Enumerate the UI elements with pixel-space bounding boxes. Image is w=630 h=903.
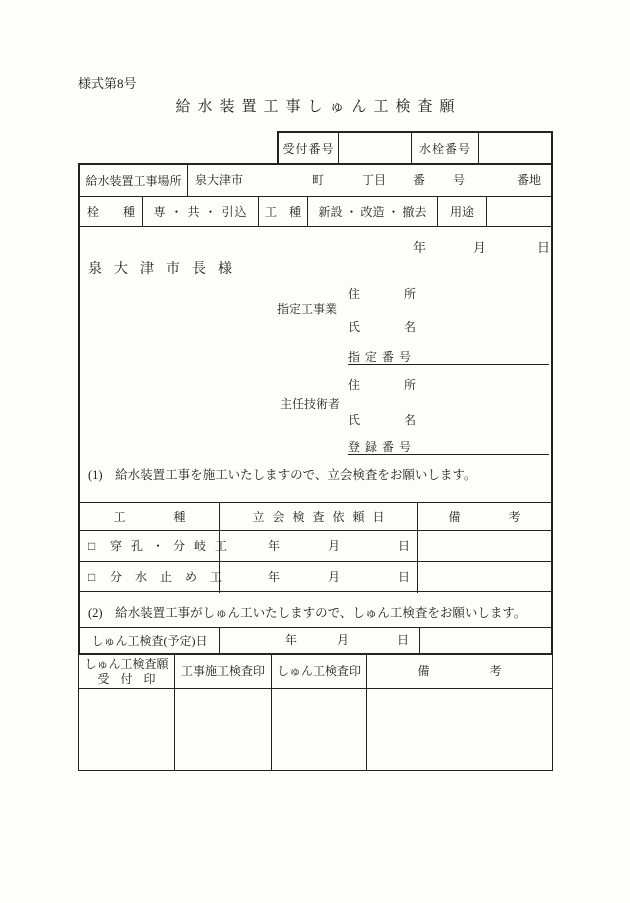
- reception-number-table: [277, 131, 553, 163]
- schedule-label: しゅん工検査(予定)日: [80, 628, 220, 653]
- completion-inspection-label: しゅん工検査印: [276, 664, 361, 678]
- schedule-date-cell[interactable]: [220, 628, 420, 653]
- site-row: [80, 165, 551, 197]
- work-cell: [80, 531, 231, 561]
- note-cell[interactable]: [418, 562, 551, 593]
- work-type-label: 工 種: [259, 197, 308, 226]
- day-label: 日: [397, 633, 410, 647]
- stamp-note-cell[interactable]: [367, 689, 552, 770]
- construction-inspection-stamp-cell[interactable]: [175, 689, 272, 770]
- day-label: 日: [398, 570, 411, 584]
- day-label: 日: [398, 539, 411, 553]
- letter-day-label[interactable]: 日: [537, 240, 551, 255]
- month-label: 月: [337, 633, 350, 647]
- year-label: 年: [268, 570, 281, 584]
- statement-1: (1) 給水装置工事を施工いたしますので、立会検査をお願いします。: [88, 468, 477, 482]
- month-label: 月: [328, 570, 341, 584]
- construction-inspection-label: 工事施工検査印: [180, 664, 265, 678]
- note-header: 備 考: [448, 510, 521, 524]
- designation-number-label: 指 定 番 号: [348, 350, 413, 364]
- stamp-body-row: [79, 689, 552, 770]
- tap-type-options[interactable]: 専 ・ 共 ・ 引込: [143, 197, 259, 226]
- work-type-header: 工 種: [80, 503, 220, 530]
- page-title: 給水装置工事しゅん工検査願: [175, 99, 462, 115]
- completion-request-line2: 受 付 印: [97, 671, 160, 686]
- table-header-row: [80, 503, 551, 531]
- stamp-header-row: [79, 655, 552, 689]
- site-unit-town: 町: [312, 173, 325, 187]
- date-cell[interactable]: [220, 531, 418, 561]
- designation-number-field[interactable]: [348, 348, 549, 365]
- site-unit-banchi: 番地: [517, 173, 542, 187]
- site-unit-chome: 丁目: [362, 173, 387, 187]
- water-stop-checkbox[interactable]: □: [88, 570, 96, 584]
- completion-inspection-stamp-cell[interactable]: [272, 689, 367, 770]
- contractor-address-label[interactable]: 住 所: [348, 287, 419, 301]
- use-label: 用途: [438, 197, 487, 226]
- stamp-table: [78, 655, 553, 771]
- letter-year-label[interactable]: 年: [413, 240, 427, 255]
- engineer-name-label[interactable]: 氏 名: [348, 413, 419, 427]
- site-city: 泉大津市: [195, 173, 244, 187]
- water-stop-label: 分 水 止 め 工: [110, 570, 228, 584]
- date-cell[interactable]: [220, 562, 418, 593]
- stamp-note-label: 備 考: [417, 664, 502, 678]
- year-label: 年: [268, 539, 281, 553]
- site-unit-ban: 番: [413, 173, 426, 187]
- completion-schedule-row: [80, 627, 551, 653]
- site-unit-go: 号: [453, 173, 466, 187]
- tap-number-label: 水栓番号: [412, 133, 479, 163]
- schedule-note-cell[interactable]: [420, 628, 551, 653]
- completion-request-stamp-cell[interactable]: [79, 689, 175, 770]
- letter-month-label[interactable]: 月: [473, 240, 487, 255]
- year-label: 年: [285, 633, 298, 647]
- site-label: 給水装置工事場所: [80, 165, 188, 196]
- completion-inspection-stamp-header: [272, 655, 367, 688]
- engineer-label: 主任技術者: [280, 397, 341, 411]
- receipt-number-value[interactable]: [339, 133, 412, 163]
- tap-number-value[interactable]: [479, 133, 551, 163]
- month-label: 月: [328, 539, 341, 553]
- use-value[interactable]: [487, 197, 551, 226]
- contractor-label: 指定工事業: [277, 302, 338, 316]
- stamp-note-header: [367, 655, 552, 688]
- table-row: [80, 562, 551, 593]
- construction-inspection-stamp-header: [175, 655, 272, 688]
- registration-number-label: 登 録 番 号: [348, 440, 413, 454]
- completion-request-stamp-header: [79, 655, 175, 688]
- contractor-name-label[interactable]: 氏 名: [348, 320, 419, 334]
- work-cell: [80, 562, 228, 593]
- form-number: 様式第8号: [78, 76, 137, 91]
- registration-number-field[interactable]: [348, 438, 549, 455]
- drilling-branch-checkbox[interactable]: □: [88, 539, 96, 553]
- tap-type-label: 栓 種: [80, 197, 143, 226]
- main-form-box: [78, 163, 553, 655]
- work-type-options[interactable]: 新設 ・ 改造 ・ 撤去: [308, 197, 438, 226]
- note-cell[interactable]: [418, 531, 551, 561]
- engineer-address-label[interactable]: 住 所: [348, 378, 419, 392]
- drilling-branch-label: 穿 孔 ・ 分 岐 工: [110, 539, 231, 553]
- table-row: [80, 531, 551, 562]
- category-row: [80, 197, 551, 227]
- onsite-inspection-table: [80, 502, 551, 592]
- receipt-number-label: 受付番号: [279, 133, 339, 163]
- completion-request-line1: しゅん工検査願: [84, 656, 169, 671]
- inspection-date-header: 立会検査依頼日: [220, 503, 418, 530]
- statement-2: (2) 給水装置工事がしゅん工いたしますので、しゅん工検査をお願いします。: [88, 606, 527, 620]
- addressee: 泉大津市長様: [88, 262, 244, 277]
